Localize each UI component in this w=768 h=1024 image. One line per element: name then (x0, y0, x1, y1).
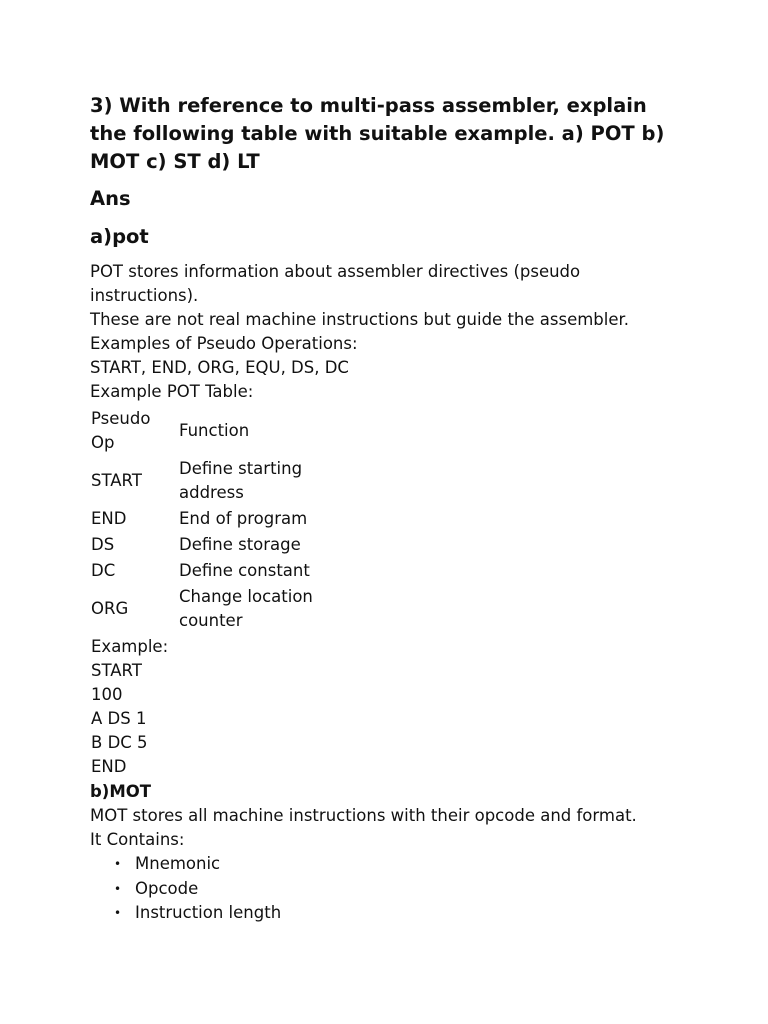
table-cell: End of program (179, 509, 308, 528)
table-row (90, 532, 339, 558)
example-line: B DC 5 (91, 733, 148, 752)
list-item-label: Mnemonic (135, 854, 221, 873)
mot-paragraph: MOT stores all machine instructions with their opcode and format. (90, 806, 637, 825)
table-cell: END (91, 509, 127, 528)
table-cell: Define constant (179, 561, 310, 580)
table-header-cell: Pseudo Op (91, 409, 151, 452)
example-line: Example: (91, 637, 169, 656)
table-cell: DC (91, 561, 116, 580)
bullet-icon: • (114, 857, 122, 871)
list-item-label: Opcode (135, 878, 199, 898)
example-line: END (91, 757, 127, 776)
question-text: 3) With reference to multi-pass assembler, explain the following table with suitable example. a) POT b) MOT c) ST d) LT (90, 94, 665, 173)
table-header-row (90, 406, 339, 456)
list-item (114, 901, 690, 926)
bullet-icon: • (114, 906, 122, 920)
table-cell: Define starting address (179, 459, 303, 502)
answer-heading: Ans (90, 187, 131, 210)
table-row (90, 506, 339, 532)
document-page (90, 92, 690, 926)
pot-example-block (90, 635, 690, 779)
table-row (90, 584, 339, 634)
pot-paragraph: POT stores information about assembler directives (pseudo instructions). (90, 262, 581, 305)
pot-paragraph: These are not real machine instructions but guide the assembler. (90, 310, 630, 329)
table-row (90, 558, 339, 584)
example-line: START (91, 661, 142, 680)
list-item (114, 877, 690, 902)
table-cell: Change location counter (179, 587, 313, 630)
table-cell: ORG (91, 599, 129, 618)
pot-heading: a)pot (90, 225, 149, 248)
pot-paragraph: Example POT Table: (90, 382, 254, 401)
example-line: A DS 1 (91, 709, 147, 728)
bullet-icon: • (114, 881, 122, 896)
mot-description (90, 804, 690, 852)
pot-description (90, 260, 690, 404)
list-item (114, 852, 690, 877)
table-cell: DS (91, 535, 115, 554)
table-cell: Define storage (179, 535, 301, 554)
list-item-label: Instruction length (135, 903, 282, 922)
table-header-cell: Function (179, 421, 250, 440)
mot-contents-list (90, 852, 690, 926)
table-cell: START (91, 471, 142, 490)
pot-paragraph: START, END, ORG, EQU, DS, DC (90, 358, 349, 377)
table-row (90, 456, 339, 506)
example-line: 100 (91, 685, 123, 704)
mot-heading: b)MOT (90, 782, 152, 801)
pot-table (90, 406, 339, 634)
pot-paragraph: Examples of Pseudo Operations: (90, 334, 358, 353)
mot-paragraph: It Contains: (90, 830, 185, 849)
